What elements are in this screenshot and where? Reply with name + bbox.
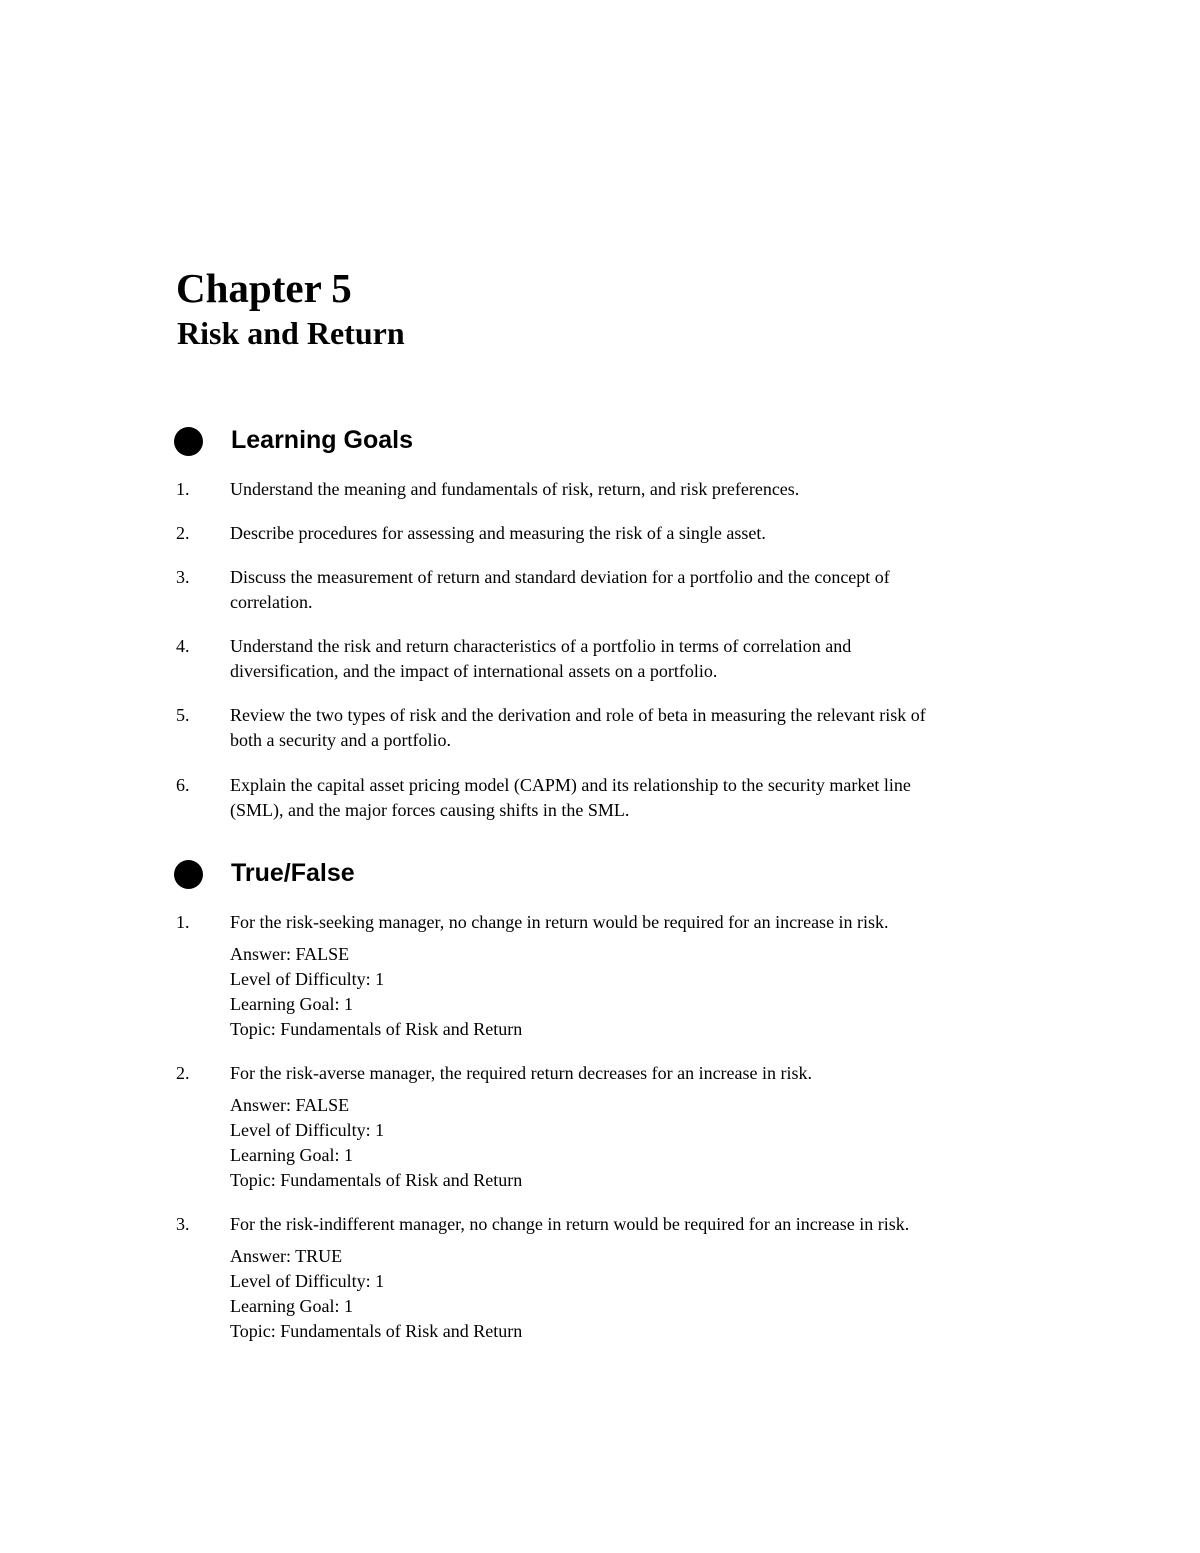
section-heading: Learning Goals [231, 426, 413, 454]
question-line: For the risk-indifferent manager, no change in return would be required for an increase in risk. [230, 1214, 910, 1234]
question-text [230, 1212, 1075, 1237]
chapter-title: Risk and Return [177, 315, 405, 351]
difficulty-text: Level of Difficulty: 1 [230, 1120, 385, 1140]
item-text [230, 634, 1075, 684]
answer-text: Answer: FALSE [230, 944, 350, 964]
item-text [230, 773, 1075, 823]
learning-goal-text: Learning Goal: 1 [230, 1296, 353, 1316]
item-line: both a security and a portfolio. [230, 730, 451, 750]
question-text [230, 1061, 1075, 1086]
learning-goal-text: Learning Goal: 1 [230, 1145, 353, 1165]
topic-text: Topic: Fundamentals of Risk and Return [230, 1170, 523, 1190]
item-line: Describe procedures for assessing and measuring the risk of a single asset. [230, 523, 766, 543]
item-number: 2. [176, 523, 190, 543]
question-line: For the risk-seeking manager, no change in return would be required for an increase in risk. [230, 912, 889, 932]
question-text [230, 910, 1075, 935]
section-learning-goals [174, 422, 974, 458]
item-text [230, 521, 1075, 546]
item-number: 1. [176, 479, 190, 499]
question-meta [230, 1093, 522, 1193]
answer-text: Answer: FALSE [230, 1095, 350, 1115]
learning-goal-text: Learning Goal: 1 [230, 994, 353, 1014]
item-line: Discuss the measurement of return and standard deviation for a portfolio and the concept of [230, 567, 890, 587]
difficulty-text: Level of Difficulty: 1 [230, 969, 385, 989]
item-number: 6. [176, 775, 190, 795]
section-heading: True/False [231, 859, 355, 887]
question-number: 2. [176, 1063, 190, 1083]
item-text [230, 565, 1075, 615]
item-number: 3. [176, 567, 190, 587]
question-meta [230, 942, 522, 1042]
item-line: Understand the meaning and fundamentals of risk, return, and risk preferences. [230, 479, 800, 499]
item-number: 4. [176, 636, 190, 656]
item-text [230, 703, 1075, 753]
section-bullet-icon [174, 860, 203, 889]
question-line: For the risk-averse manager, the required return decreases for an increase in risk. [230, 1063, 813, 1083]
question-number: 3. [176, 1214, 190, 1234]
difficulty-text: Level of Difficulty: 1 [230, 1271, 385, 1291]
topic-text: Topic: Fundamentals of Risk and Return [230, 1019, 523, 1039]
item-line: (SML), and the major forces causing shifts in the SML. [230, 800, 630, 820]
item-line: correlation. [230, 592, 313, 612]
section-bullet-icon [174, 427, 203, 456]
question-meta [230, 1244, 522, 1344]
item-line: Understand the risk and return characteristics of a portfolio in terms of correlation and [230, 636, 852, 656]
item-line: diversification, and the impact of international assets on a portfolio. [230, 661, 718, 681]
item-line: Review the two types of risk and the derivation and role of beta in measuring the relevant risk of [230, 705, 926, 725]
item-line: Explain the capital asset pricing model (CAPM) and its relationship to the security market line [230, 775, 911, 795]
topic-text: Topic: Fundamentals of Risk and Return [230, 1321, 523, 1341]
item-number: 5. [176, 705, 190, 725]
chapter-number: Chapter 5 [176, 265, 352, 311]
item-text [230, 477, 1075, 502]
section-true-false [174, 855, 974, 891]
answer-text: Answer: TRUE [230, 1246, 343, 1266]
question-number: 1. [176, 912, 190, 932]
